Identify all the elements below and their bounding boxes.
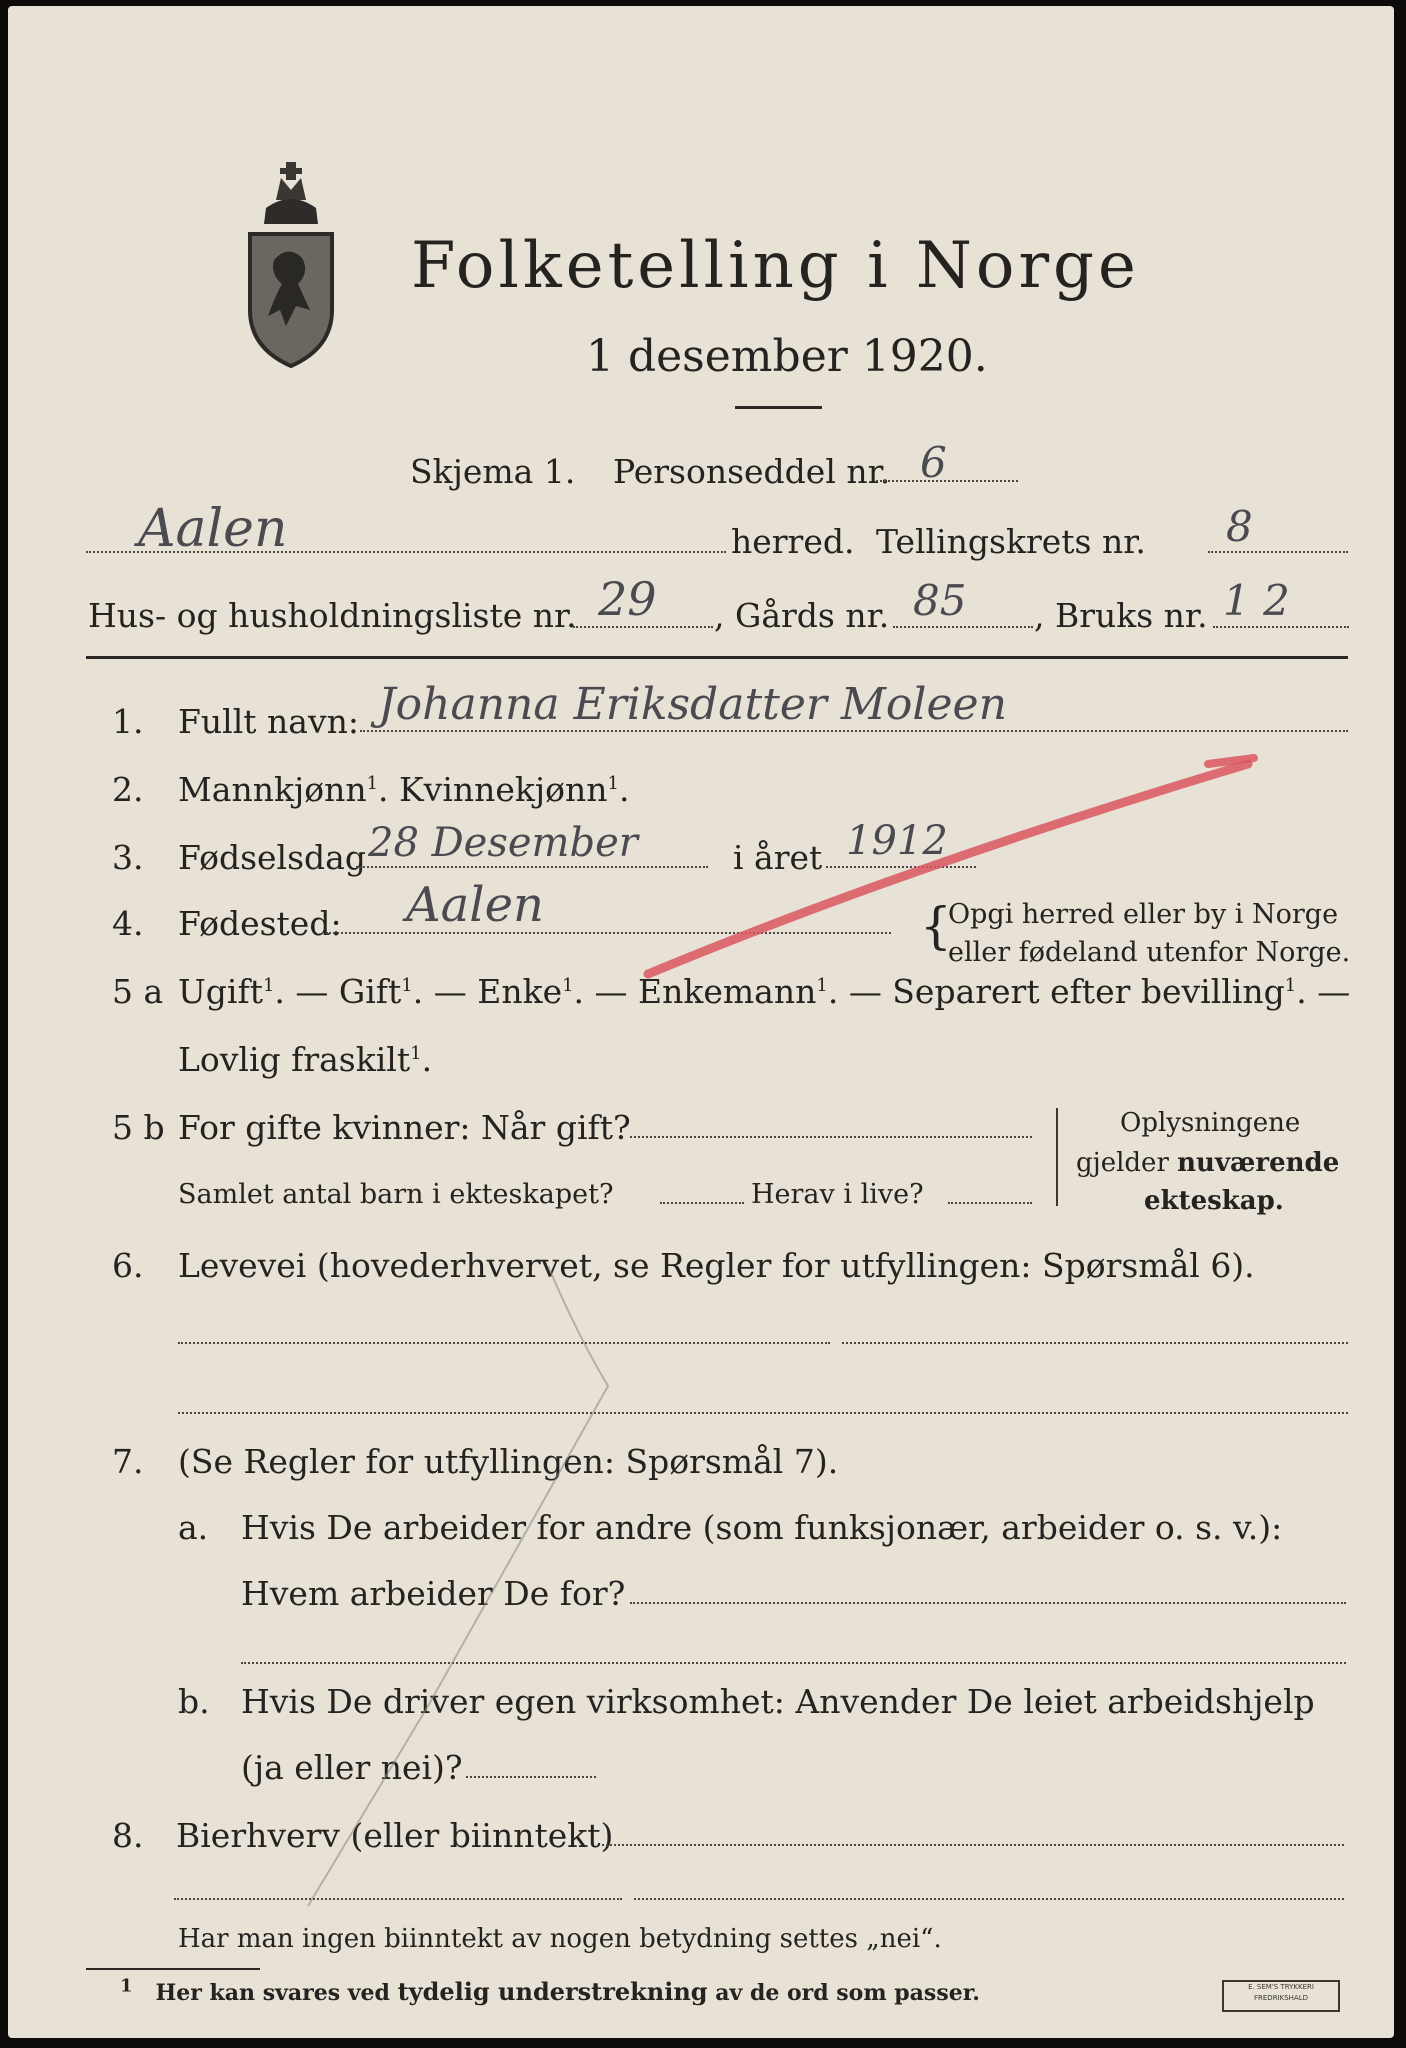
q7a-letter: a. [178,1508,209,1547]
q6-line2 [178,1412,1348,1414]
q5b-alive-line [948,1202,1032,1204]
q4-number: 4. [112,904,144,943]
printer-mark: E. SEM'S TRYKKERI FREDRIKSHALD [1222,1980,1340,2012]
q3-year-line [826,866,976,868]
q5a-number: 5 a [112,972,164,1011]
q3-year-label: i året [733,838,823,877]
q7a-label2: Hvem arbeider De for? [241,1574,626,1613]
q6-line1-left [178,1342,830,1344]
q7b-label2: (ja eller nei)? [241,1748,463,1787]
q5b-bracket [1056,1108,1058,1206]
q7a-label1: Hvis De arbeider for andre (som funksjonær, arbeider o. s. v.): [241,1508,1283,1547]
q5b-number: 5 b [112,1108,165,1147]
bruks-line [1213,626,1349,628]
q1-line [360,730,1348,732]
q8-number: 8. [112,1816,144,1855]
q4-bracket: { [920,897,952,955]
q7-number: 7. [112,1442,144,1481]
q1-label: Fullt navn: [178,702,359,741]
red-pencil-mark [8,6,1394,2038]
q5a-option-separert[interactable]: — Separert efter bevilling [848,972,1285,1011]
personseddel-label: Personseddel nr. [613,452,891,491]
form-title: Folketelling i Norge [411,229,1140,303]
herred-value[interactable]: Aalen [138,499,288,559]
q7b-label1: Hvis De driver egen virksomhet: Anvender De leiet arbeidshjelp [241,1682,1315,1721]
q6-number: 6. [112,1246,144,1285]
q5b-children-line [660,1202,744,1204]
q8-label: Bierhverv (eller biinntekt) [176,1816,614,1855]
q6-line1-right [842,1342,1348,1344]
q7-label: (Se Regler for utfyllingen: Spørsmål 7). [178,1442,839,1481]
census-date: 1 desember 1920. [586,331,988,382]
personseddel-line [876,480,1018,482]
header-divider [86,656,1348,659]
q5b-note-line1: Oplysningene [1120,1108,1301,1138]
footnote: $^1$ Her kan svares ved tydelig understrekning av de ord som passer. [120,1975,980,2006]
q7b-letter: b. [178,1682,210,1721]
q2-number: 2. [112,770,144,809]
q2-options: Mannkjønn$^1$. Kvinnekjønn$^1$. [178,770,630,809]
q5b-children-label: Samlet antal barn i ekteskapet? [178,1179,614,1210]
footnote-divider [86,1968,260,1970]
bruks-label: , Bruks nr. [1034,596,1208,635]
q8-line2-right [634,1898,1344,1900]
skjema-label: Skjema 1. [410,452,576,491]
tellingskrets-value[interactable]: 8 [1226,502,1253,551]
q5a-option-enke[interactable]: — Enke [433,972,563,1011]
gards-line [893,626,1033,628]
gards-label: , Gårds nr. [714,596,890,635]
q7b-line [466,1776,596,1778]
bruks-value[interactable]: 1 2 [1223,576,1290,625]
footer-note: Har man ingen biinntekt av nogen betydning settes „nei“. [178,1924,942,1954]
husliste-value[interactable]: 29 [598,572,657,626]
q7a-line2 [241,1662,1346,1664]
husliste-line [573,626,713,628]
q3-number: 3. [112,838,144,877]
q2-option-kvinne[interactable]: Kvinnekjønn [399,770,608,809]
q4-note-line1: Opgi herred eller by i Norge [948,899,1339,930]
q2-option-mann[interactable]: Mannkjønn [178,770,367,809]
q3-year-value[interactable]: 1912 [846,818,948,864]
q5b-note-line3: ekteskap. [1144,1186,1284,1216]
q3-label: Fødselsdag [178,838,366,877]
q4-birthplace-value[interactable]: Aalen [406,877,544,933]
q7a-line1 [630,1602,1346,1604]
tellingskrets-label: Tellingskrets nr. [876,522,1146,561]
q5b-alive-label: Herav i live? [751,1179,924,1210]
q6-label: Levevei (hovederhvervet, se Regler for utfyllingen: Spørsmål 6). [178,1246,1255,1285]
personseddel-value[interactable]: 6 [920,438,947,487]
q1-full-name-value[interactable]: Johanna Eriksdatter Moleen [378,679,1007,730]
coat-of-arms-icon [236,160,346,372]
q8-line2-left [174,1898,622,1900]
title-divider [735,406,822,409]
q5a-option-enkemann[interactable]: — Enkemann [594,972,817,1011]
q5a-option-ugift[interactable]: Ugift [178,972,263,1011]
q5a-option-fraskilt[interactable]: Lovlig fraskilt$^1$. [178,1040,433,1079]
q5b-note-line2: gjelder nuværende [1076,1148,1340,1178]
q5a-options: Ugift$^1$. — Gift$^1$. — Enke$^1$. — Enkemann$^1$. — Separert efter bevilling$^1$. — [178,972,1351,1011]
q5b-married-when-label: For gifte kvinner: Når gift? [178,1108,631,1147]
gards-value[interactable]: 85 [913,576,967,625]
q3-birthday-value[interactable]: 28 Desember [368,820,638,866]
q5b-married-when-line [630,1136,1032,1138]
husliste-label: Hus- og husholdningsliste nr. [88,596,577,635]
census-form-sheet [8,6,1394,2038]
q4-note-line2: eller fødeland utenfor Norge. [948,937,1351,968]
herred-label: herred. [731,522,855,561]
q1-number: 1. [112,702,144,741]
q5a-option-gift[interactable]: — Gift [295,972,402,1011]
q8-line1 [602,1844,1344,1846]
q4-label: Fødested: [178,904,342,943]
